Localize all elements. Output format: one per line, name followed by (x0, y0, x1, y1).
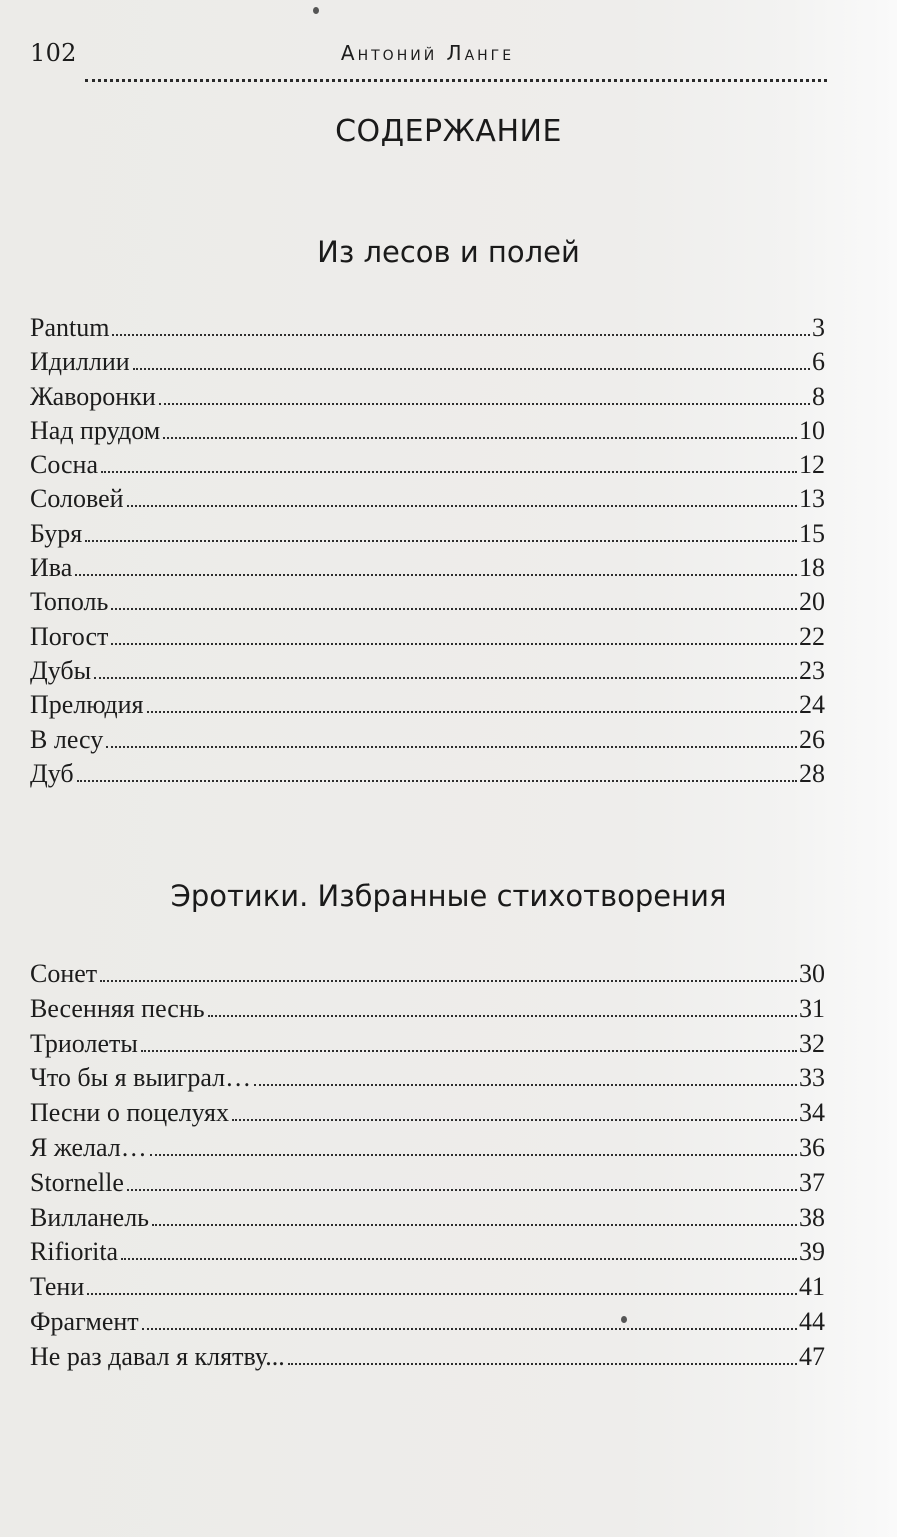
toc-entry-page: 34 (799, 1098, 825, 1128)
dot-leader (77, 780, 797, 782)
toc-entry[interactable] (30, 620, 825, 654)
dot-leader (101, 471, 797, 473)
toc-entry-page: 38 (799, 1202, 825, 1232)
toc-entry[interactable] (30, 1340, 825, 1375)
toc-entry[interactable] (30, 1027, 825, 1062)
dot-leader (75, 574, 797, 576)
dot-leader (141, 1050, 797, 1052)
toc-entry-page: 30 (799, 959, 825, 988)
toc-entry-title: Жаворонки (30, 381, 156, 411)
toc-entry-page: 31 (799, 993, 825, 1023)
dot-leader (152, 1224, 797, 1226)
dot-leader (288, 1363, 797, 1365)
toc-entry[interactable] (30, 1201, 825, 1236)
toc-entry-page: 12 (799, 450, 825, 480)
toc-entry-title: Погост (30, 621, 109, 651)
toc-list-erotiki (30, 957, 825, 1375)
toc-entry[interactable] (30, 723, 825, 757)
page-header (30, 38, 825, 72)
toc-entry-page: 36 (799, 1132, 825, 1162)
toc-entry-title: В лесу (30, 724, 104, 754)
toc-entry-title: Тени (30, 1272, 85, 1302)
toc-entry-page: 24 (799, 690, 825, 720)
toc-entry-title: Сосна (30, 450, 98, 480)
dot-leader (121, 1258, 797, 1260)
dot-leader (94, 677, 797, 679)
toc-entry-page: 44 (799, 1306, 825, 1336)
print-speck (313, 7, 319, 14)
toc-entry[interactable] (30, 311, 825, 345)
dot-leader (85, 540, 797, 542)
toc-entry[interactable] (30, 1270, 825, 1305)
toc-entry-title: Не раз давал я клятву... (30, 1341, 285, 1371)
toc-entry-page: 10 (799, 415, 825, 445)
toc-entry-title: Фрагмент (30, 1306, 139, 1336)
toc-entry[interactable] (30, 380, 825, 414)
toc-entry-title: Сонет (30, 959, 98, 988)
toc-entry-page: 47 (799, 1341, 825, 1371)
dot-leader (127, 505, 797, 507)
toc-entry[interactable] (30, 517, 825, 551)
toc-entry-title: Триолеты (30, 1028, 138, 1058)
toc-entry-page: 39 (799, 1237, 825, 1267)
toc-entry-page: 20 (799, 587, 825, 617)
toc-entry[interactable] (30, 1305, 825, 1340)
toc-entry-title: Что бы я выиграл… (30, 1063, 252, 1093)
toc-entry-title: Весенняя песнь (30, 993, 205, 1023)
dot-leader (87, 1293, 797, 1295)
dot-leader (232, 1119, 797, 1121)
dot-leader (111, 643, 797, 645)
running-head: Антоний Ланге (340, 41, 515, 65)
toc-entry-page: 13 (799, 484, 825, 514)
toc-entry-title: Над прудом (30, 415, 161, 445)
toc-entry-title: Stornelle (30, 1167, 124, 1197)
toc-entry-page: 6 (812, 347, 825, 377)
toc-entry-page: 37 (799, 1167, 825, 1197)
toc-entry[interactable] (30, 992, 825, 1027)
toc-entry[interactable] (30, 482, 825, 516)
contents-title: СОДЕРЖАНИЕ (335, 114, 562, 149)
toc-entry-title: Песни о поцелуях (30, 1098, 229, 1128)
toc-entry-title: Я желал… (30, 1132, 147, 1162)
toc-entry[interactable] (30, 688, 825, 722)
dot-leader (133, 368, 810, 370)
section-title-forests-fields: Из лесов и полей (317, 235, 580, 269)
toc-entry-page: 15 (799, 518, 825, 548)
toc-entry[interactable] (30, 957, 825, 992)
toc-entry-title: Rifiorita (30, 1237, 119, 1267)
toc-entry-page: 33 (799, 1063, 825, 1093)
toc-entry-title: Тополь (30, 587, 109, 617)
toc-entry-title: Дубы (30, 655, 92, 685)
toc-entry-page: 41 (799, 1272, 825, 1302)
dot-leader (100, 980, 797, 982)
dot-leader (150, 1154, 797, 1156)
dot-leader (106, 746, 797, 748)
toc-entry-title: Буря (30, 518, 83, 548)
dot-leader (208, 1015, 797, 1017)
toc-entry-page: 22 (799, 621, 825, 651)
section-title-erotiki: Эротики. Избранные стихотворения (170, 879, 727, 913)
toc-entry[interactable] (30, 345, 825, 379)
toc-entry-page: 18 (799, 553, 825, 583)
toc-entry-title: Прелюдия (30, 690, 144, 720)
toc-entry-page: 8 (812, 381, 825, 411)
toc-entry[interactable] (30, 654, 825, 688)
toc-entry-title: Соловей (30, 484, 124, 514)
toc-entry-title: Ива (30, 553, 73, 583)
toc-entry-page: 32 (799, 1028, 825, 1058)
dot-leader (163, 437, 797, 439)
toc-entry[interactable] (30, 551, 825, 585)
page-number: 102 (30, 39, 77, 67)
toc-entry-page: 3 (812, 313, 825, 342)
header-dotted-rule (85, 79, 827, 82)
toc-entry[interactable] (30, 1235, 825, 1270)
toc-entry[interactable] (30, 585, 825, 619)
toc-entry[interactable] (30, 414, 825, 448)
toc-entry-page: 28 (799, 758, 825, 788)
dot-leader (111, 608, 797, 610)
toc-entry-title: Идиллии (30, 347, 130, 377)
dot-leader (127, 1189, 797, 1191)
toc-entry-title: Дуб (30, 758, 74, 788)
toc-entry[interactable] (30, 1166, 825, 1201)
toc-entry-title: Вилланель (30, 1202, 150, 1232)
toc-entry-title: Pantum (30, 313, 110, 342)
toc-list-forests-fields (30, 311, 825, 791)
dot-leader (142, 1328, 797, 1330)
print-speck (621, 1316, 627, 1323)
dot-leader (147, 711, 798, 713)
toc-entry-page: 23 (799, 655, 825, 685)
toc-entry[interactable] (30, 1131, 825, 1166)
dot-leader (254, 1084, 797, 1086)
dot-leader (159, 403, 810, 405)
toc-entry[interactable] (30, 757, 825, 791)
dot-leader (112, 334, 810, 336)
toc-entry-page: 26 (799, 724, 825, 754)
toc-entry[interactable] (30, 448, 825, 482)
toc-entry[interactable] (30, 1096, 825, 1131)
toc-entry[interactable] (30, 1061, 825, 1096)
